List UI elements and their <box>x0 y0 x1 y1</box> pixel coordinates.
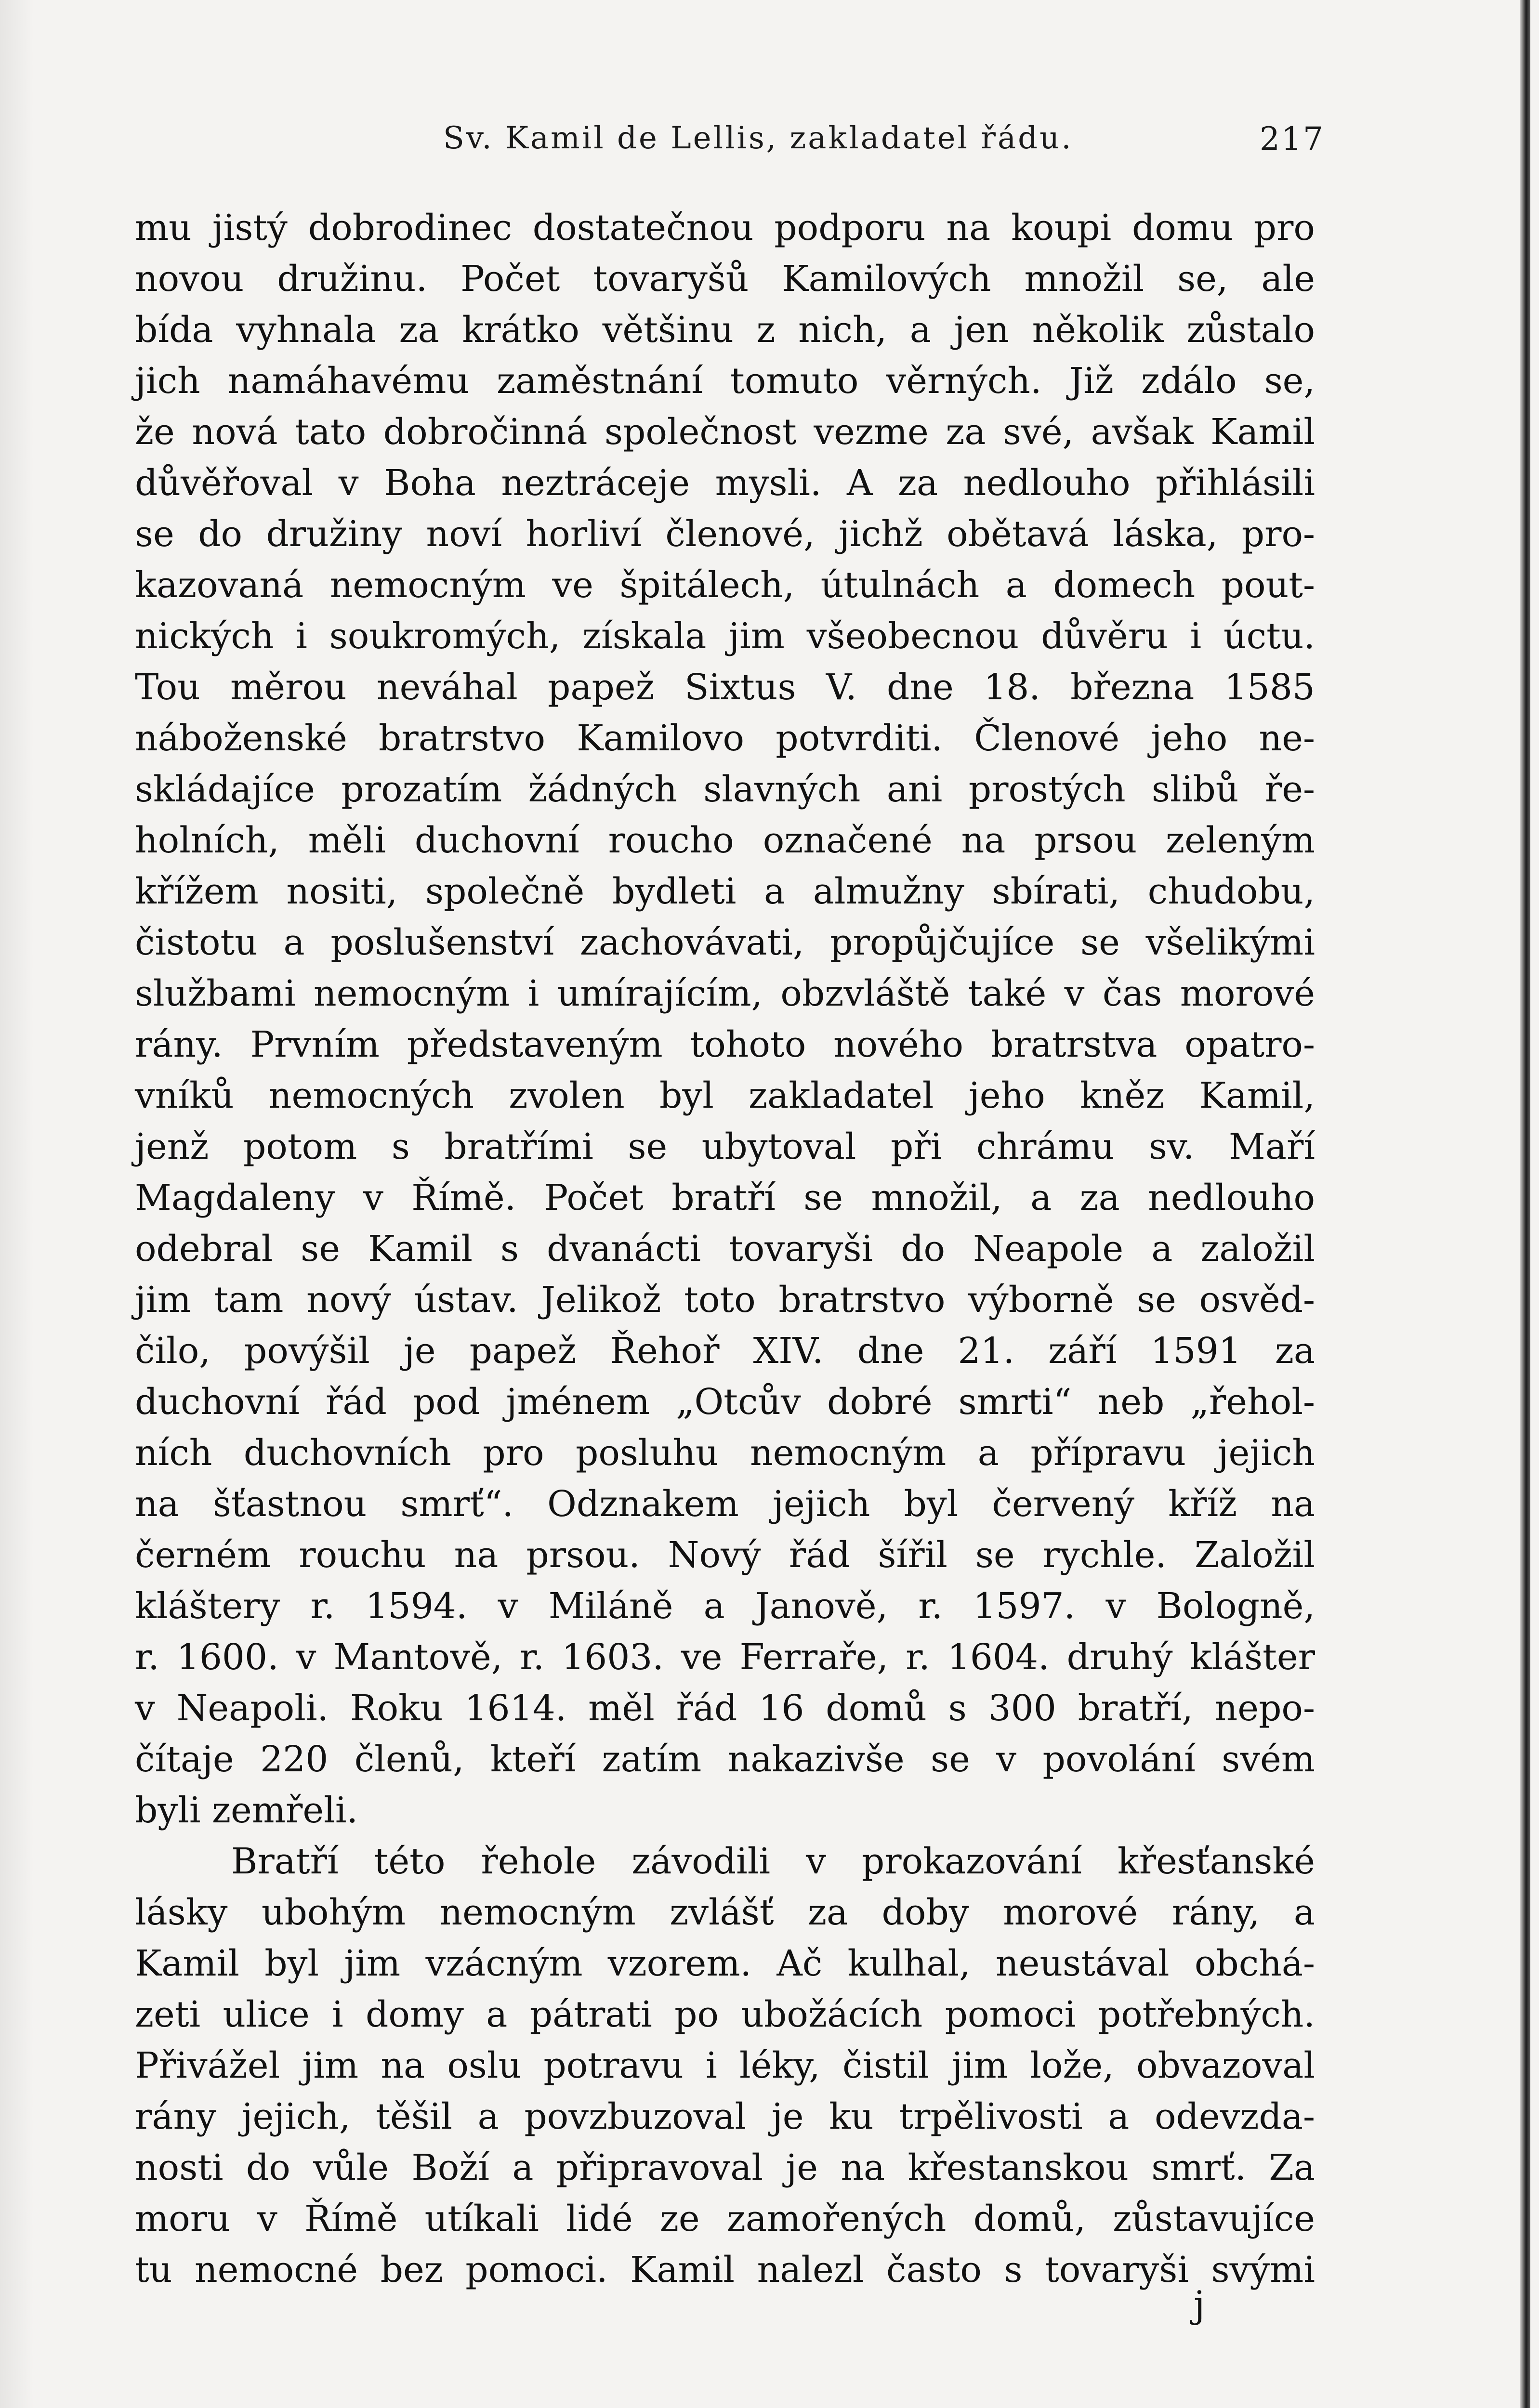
text-line: moru v Římě utíkali lidé ze zamořených domů, zůstavujíce <box>135 2198 1315 2239</box>
text-line: Magdaleny v Římě. Počet bratří se množil, a za nedlouho <box>135 1177 1315 1218</box>
text-line: novou družinu. Počet tovaryšů Kamilových množil se, ale <box>135 258 1315 300</box>
page-right-edge <box>1520 0 1530 2408</box>
catchword: j <box>1194 2283 1205 2326</box>
text-line: skládajíce prozatím žádných slavných ani prostých slibů ře- <box>135 769 1315 810</box>
text-line: nických i soukromých, získala jim všeobecnou důvěru i úctu. <box>135 615 1315 657</box>
text-line: čistotu a poslušenství zachovávati, propůjčujíce se všelikými <box>135 922 1315 963</box>
text-line: na šťastnou smrť“. Odznakem jejich byl červený kříž na <box>135 1483 1315 1525</box>
text-line: jenž potom s bratřími se ubytoval při chrámu sv. Maří <box>135 1126 1315 1167</box>
text-line: službami nemocným i umírajícím, obzvláště také v čas morové <box>135 973 1315 1014</box>
text-line: holních, měli duchovní roucho označené na prsou zeleným <box>135 820 1315 861</box>
text-line: že nová tato dobročinná společnost vezme za své, avšak Kamil <box>135 411 1315 453</box>
text-line: bída vyhnala za krátko většinu z nich, a jen několik zůstalo <box>135 309 1315 351</box>
page-number: 217 <box>1260 120 1325 157</box>
text-line: tu nemocné bez pomoci. Kamil nalezl často s tovaryši svými <box>135 2249 1315 2290</box>
running-head <box>135 120 1325 164</box>
text-line: nosti do vůle Boží a připravoval je na křestanskou smrť. Za <box>135 2147 1315 2188</box>
text-line: jich namáhavému zaměstnání tomuto věrných. Již zdálo se, <box>135 360 1315 402</box>
text-line: odebral se Kamil s dvanácti tovaryši do Neapole a založil <box>135 1228 1315 1269</box>
text-line: Tou měrou neváhal papež Sixtus V. dne 18. března 1585 <box>135 667 1315 708</box>
text-line: vníků nemocných zvolen byl zakladatel jeho kněz Kamil, <box>135 1075 1315 1116</box>
text-line: rány. Prvním představeným tohoto nového bratrstva opatro- <box>135 1024 1315 1065</box>
text-line: důvěřoval v Boha neztráceje mysli. A za nedlouho přihlásili <box>135 462 1315 504</box>
text-line: Bratří této řehole závodili v prokazování křesťanské <box>231 1841 1315 1882</box>
text-line: se do družiny noví horliví členové, jichž obětavá láska, pro- <box>135 513 1315 555</box>
text-line: ních duchovních pro posluhu nemocným a přípravu jejich <box>135 1432 1315 1474</box>
text-line: křížem nositi, společně bydleti a almužny sbírati, chudobu, <box>135 871 1315 912</box>
text-line: Kamil byl jim vzácným vzorem. Ač kulhal, neustával obchá- <box>135 1943 1315 1984</box>
text-line: jim tam nový ústav. Jelikož toto bratrstvo výborně se osvěd- <box>135 1279 1315 1321</box>
text-line: černém rouchu na prsou. Nový řád šířil se rychle. Založil <box>135 1534 1315 1576</box>
body-text <box>135 202 1315 2295</box>
paragraph-1 <box>135 202 1315 1836</box>
text-line: kláštery r. 1594. v Miláně a Janově, r. 1597. v Bologně, <box>135 1585 1315 1627</box>
text-line: kazovaná nemocným ve špitálech, útulnách a domech pout- <box>135 564 1315 606</box>
text-line: zeti ulice i domy a pátrati po ubožácích pomoci potřebných. <box>135 1994 1315 2035</box>
text-line: čítaje 220 členů, kteří zatím nakazivše se v povolání svém <box>135 1739 1315 1780</box>
text-line: rány jejich, těšil a povzbuzoval je ku trpělivosti a odevzda- <box>135 2096 1315 2137</box>
text-line: náboženské bratrstvo Kamilovo potvrditi. Členové jeho ne- <box>135 718 1315 759</box>
text-line: r. 1600. v Mantově, r. 1603. ve Ferraře, r. 1604. druhý klášter <box>135 1636 1315 1678</box>
page-left-edge <box>0 0 34 2408</box>
text-line: mu jistý dobrodinec dostatečnou podporu na koupi domu pro <box>135 207 1315 249</box>
running-title: Sv. Kamil de Lellis, zakladatel řádu. <box>443 120 1073 156</box>
text-line: duchovní řád pod jménem „Otcův dobré smrti“ neb „řehol- <box>135 1381 1315 1423</box>
text-line: Přivážel jim na oslu potravu i léky, čistil jim lože, obvazoval <box>135 2045 1315 2086</box>
paragraph-2 <box>135 1836 1315 2295</box>
text-line: lásky ubohým nemocným zvlášť za doby morové rány, a <box>135 1892 1315 1933</box>
text-line: byli zemřeli. <box>135 1790 358 1831</box>
text-line: v Neapoli. Roku 1614. měl řád 16 domů s 300 bratří, nepo- <box>135 1688 1315 1729</box>
text-line: čilo, povýšil je papež Řehoř XIV. dne 21. září 1591 za <box>135 1330 1315 1372</box>
